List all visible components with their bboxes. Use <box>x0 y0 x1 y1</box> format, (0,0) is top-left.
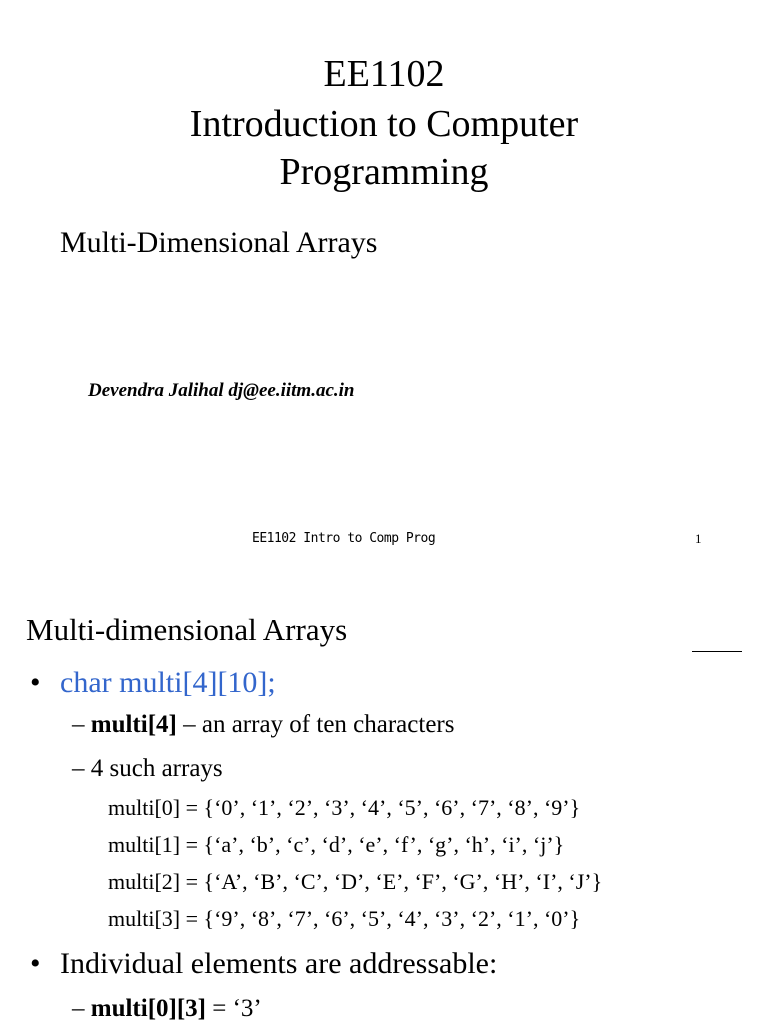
sub-item-3 <box>72 995 262 1023</box>
bullet-icon: • <box>30 947 41 980</box>
array-row: multi[2] = {‘A’, ‘B’, ‘C’, ‘D’, ‘E’, ‘F’, ‘G’, ‘H’, ‘I’, ‘J’} <box>108 869 603 894</box>
sub-item-2 <box>72 755 223 783</box>
dash-icon: – <box>72 755 85 782</box>
sub-item-3-text: = ‘3’ <box>206 995 262 1022</box>
sub-item-2-text: 4 such arrays <box>90 755 223 782</box>
slide-subtitle: Multi-Dimensional Arrays <box>60 226 378 259</box>
array-row: multi[0] = {‘0’, ‘1’, ‘2’, ‘3’, ‘4’, ‘5’, ‘6’, ‘7’, ‘8’, ‘9’} <box>108 795 581 820</box>
sub-item-3-bold: multi[0][3] <box>90 995 206 1022</box>
title-rule <box>692 651 742 652</box>
array-row: multi[3] = {‘9’, ‘8’, ‘7’, ‘6’, ‘5’, ‘4’, ‘3’, ‘2’, ‘1’, ‘0’} <box>108 906 581 931</box>
bullet-icon: • <box>30 666 41 699</box>
page-number: 1 <box>695 531 702 546</box>
sub-item-1 <box>72 711 454 739</box>
author-line: Devendra Jalihal dj@ee.iitm.ac.in <box>88 380 355 401</box>
slide-2-title: Multi-dimensional Arrays <box>26 612 348 647</box>
course-title: Introduction to Computer Programming <box>189 103 579 193</box>
footer-text: EE1102 Intro to Comp Prog <box>252 531 436 546</box>
bullet-1-text: char multi[4][10]; <box>60 666 276 699</box>
dash-icon: – <box>72 995 85 1022</box>
array-row: multi[1] = {‘a’, ‘b’, ‘c’, ‘d’, ‘e’, ‘f’, ‘g’, ‘h’, ‘i’, ‘j’} <box>108 832 565 857</box>
dash-icon: – <box>72 711 85 738</box>
slide-2 <box>0 576 768 1024</box>
course-code: EE1102 <box>323 53 445 95</box>
bullet-2-text: Individual elements are addressable: <box>60 947 498 980</box>
sub-item-1-bold: multi[4] <box>90 711 177 738</box>
sub-item-1-text: – an array of ten characters <box>176 711 455 738</box>
